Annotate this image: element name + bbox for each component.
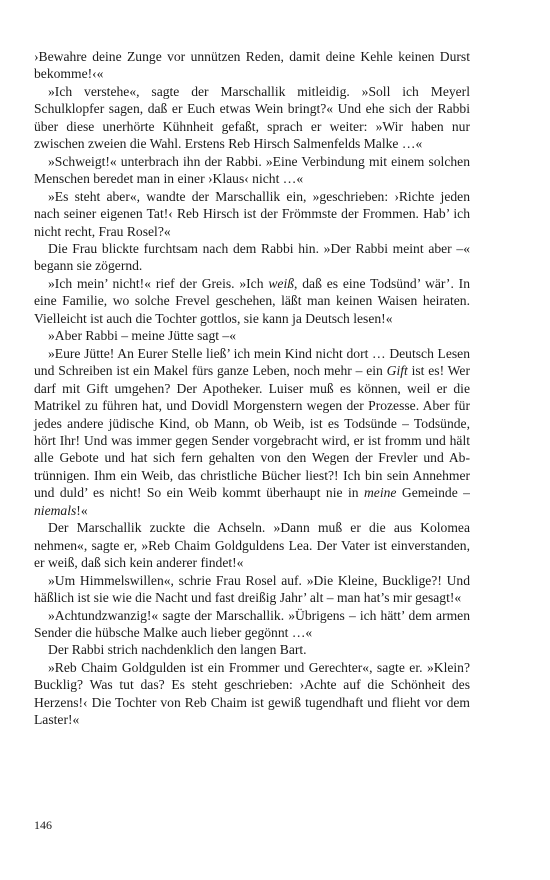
paragraph: Der Marschallik zuckte die Achseln. »Dann muß er die aus Kolomea nehmen«, sagte er, »Reb Chaim Goldguldens Lea. Der Vater ist einverstanden, er weiß, daß sich kein anderer findet!« xyxy=(34,520,470,571)
paragraph: »Achtundzwanzig!« sagte der Marschallik. »Übrigens – ich hätt’ dem armen Sender die hübsche Malke auch lieber gegönnt …« xyxy=(34,607,470,640)
paragraph: Die Frau blickte furchtsam nach dem Rabbi hin. »Der Rabbi meint aber –« begann sie zögernd. xyxy=(34,240,470,274)
paragraph: ›Bewahre deine Zunge vor unnützen Reden, damit deine Kehle keinen Durst bekomme!‹« xyxy=(34,49,470,82)
page-number: 146 xyxy=(34,818,52,832)
paragraph: »Es steht aber«, wandte der Marschallik ein, »geschrieben: ›Richte jeden nach seiner eigenen Tat!‹ Reb Hirsch ist der Frömmste der Frommen. Hab’ ich nicht recht, Frau Rosel?« xyxy=(34,188,470,239)
paragraph: »Aber Rabbi – meine Jütte sagt –« xyxy=(48,328,237,344)
paragraph: Der Rabbi strich nachdenklich den langen Bart. xyxy=(48,642,307,658)
paragraph: »Ich mein’ nicht!« rief der Greis. »Ich weiß, daß es eine Todsünd’ wär’. In eine Familie, wo solche Frevel geschehen, läßt man keinen Waisen heiraten. Vielleicht ist auch die Tochter gottlos, sie kann ja Deutsch lesen!« xyxy=(34,275,470,326)
paragraph: »Eure Jütte! An Eurer Stelle ließ’ ich mein Kind nicht dort … Deutsch Lesen und Schreiben ist ein Makel fürs ganze Leben, noch mehr – ein Gift ist es! Wer darf mit Gift umgehen? Der Apotheker. Luiser muß es können, weil er die Matrikel zu führen hat, und Dovidl Morgenstern wegen der Prozesse. Aber für jedes andere jüdische Kind, ob Mann, ob Weib, ist es Todsünde – Todsünde, hört Ihr! Und was immer gegen Sender vorgebracht wird, er ist fromm und hält alle Gebote und hat sich fern gehalten von den Wegen der Frevler und Abtrünnigen. Ihm ein Weib, das christliche Bücher liest?! Ich bin sein Annehmer und duld’ es nicht! So ein Weib kommt überhaupt nie in meine Gemeinde – niemals!« xyxy=(34,345,470,518)
paragraph: »Schweigt!« unterbrach ihn der Rabbi. »Eine Verbindung mit einem solchen Menschen beredet man in einer ›Klaus‹ nicht …« xyxy=(34,153,470,187)
page-body xyxy=(34,48,470,729)
paragraph: »Reb Chaim Goldgulden ist ein Frommer und Gerechter«, sagte er. »Klein? Bucklig? Was tut das? Es steht geschrieben: ›Achte auf die Schönheit des Herzens!‹ Die Tochter von Reb Chaim ist gewiß tugendhaft und flieht vor dem Laster!« xyxy=(34,659,470,728)
paragraph: »Ich verstehe«, sagte der Marschallik mitleidig. »Soll ich Meyerl Schulklopfer sagen, daß er Euch etwas Wein bringt?« Und ehe sich der Rabbi über diese unerhörte Kühnheit gefaßt, sprach er weiter: »Wir haben nur zwischen zweien die Wahl. Erstens Reb Hirsch Salmenfelds Malke …« xyxy=(34,83,470,152)
paragraph: »Um Himmelswillen«, schrie Frau Rosel auf. »Die Kleine, Bucklige?! Und häßlich ist sie wie die Nacht und fast dreißig Jahr’ alt – man hat’s mir gesagt!« xyxy=(34,572,470,606)
